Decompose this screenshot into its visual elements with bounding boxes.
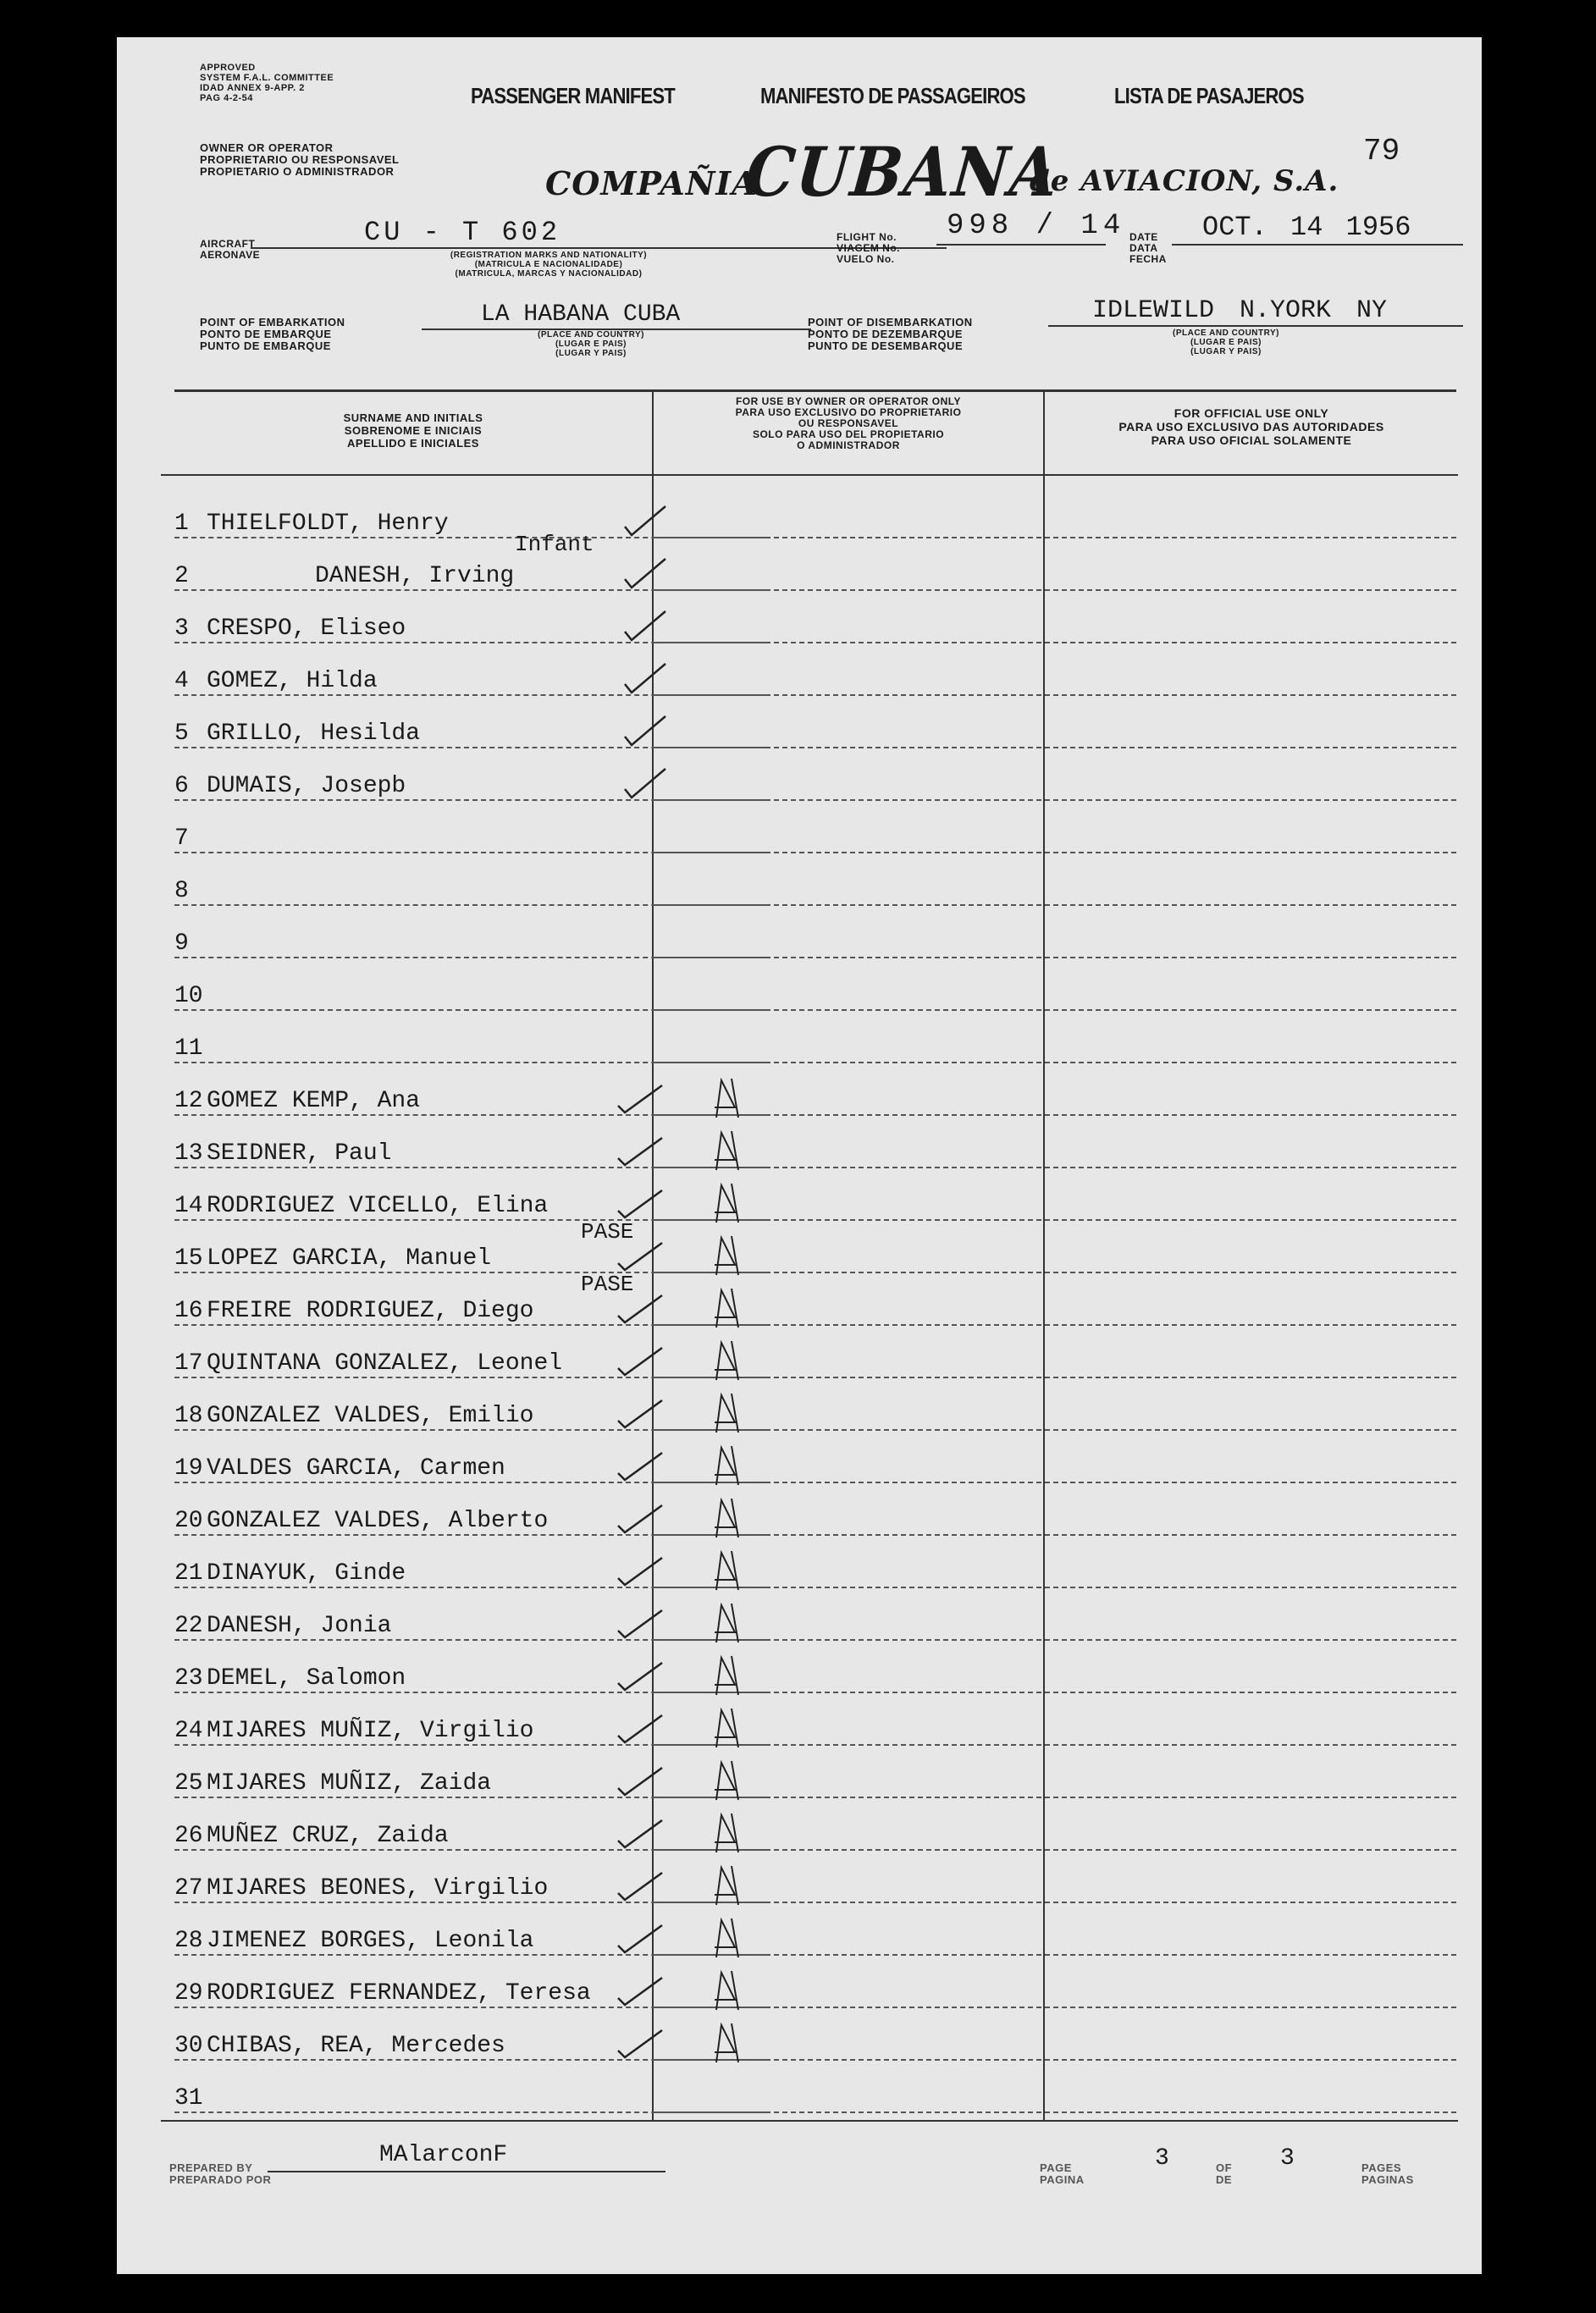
- row-rule: [655, 537, 1456, 538]
- table-row: [117, 754, 1482, 806]
- column-header-line: SOBRENOME E INICIAIS: [344, 424, 483, 437]
- check-mark-icon: [621, 713, 669, 747]
- table-row: [117, 1646, 1482, 1698]
- column-header-line: PARA USO EXCLUSIVO DO PROPRIETARIO: [735, 406, 962, 418]
- passenger-name: QUINTANA GONZALEZ, Leonel: [207, 1350, 563, 1377]
- embarkation-label: PUNTO DE EMBARQUE: [200, 339, 331, 352]
- row-number: 8: [174, 878, 189, 904]
- approval-line: IDAD ANNEX 9-APP. 2: [200, 83, 305, 93]
- row-rule: [655, 1692, 1456, 1693]
- flight-value: 998 / 14: [947, 210, 1126, 242]
- owner-label: PROPIETARIO O ADMINISTRADOR: [200, 165, 395, 178]
- row-number: 21: [174, 1560, 203, 1587]
- table-header-rule: [161, 474, 1458, 476]
- table-row: [117, 1121, 1482, 1173]
- row-rule: [655, 1429, 1456, 1431]
- table-row: [117, 1219, 1482, 1278]
- column-header-line: OU RESPONSAVEL: [798, 417, 899, 429]
- passenger-note: Infant: [515, 532, 594, 557]
- table-row: [117, 701, 1482, 754]
- of-label: DE: [1216, 2173, 1233, 2186]
- table-row: [117, 1383, 1482, 1436]
- column-header-line: O ADMINISTRADOR: [797, 439, 900, 451]
- column-header-line: SURNAME AND INITIALS: [343, 411, 483, 424]
- passenger-name: DANESH, Irving: [315, 563, 515, 589]
- aircraft-sublabel: (MATRICULA, MARCAS Y NACIONALIDAD): [455, 269, 643, 279]
- row-number: 11: [174, 1035, 203, 1062]
- table-row: [117, 1272, 1482, 1331]
- row-number: 1: [174, 511, 189, 537]
- row-rule: [655, 1009, 1456, 1011]
- row-rule: [655, 1797, 1456, 1798]
- row-rule: [655, 1324, 1456, 1326]
- row-number: 28: [174, 1928, 203, 1954]
- check-mark-icon: [616, 1080, 664, 1114]
- check-mark-icon: [616, 2025, 664, 2059]
- check-mark-icon: [616, 1605, 664, 1639]
- handwritten-mark-icon: [710, 1546, 743, 1593]
- table-row: [117, 1803, 1482, 1856]
- column-header-owner-use: [659, 396, 1038, 451]
- passenger-name: MIJARES BEONES, Virgilio: [207, 1875, 549, 1902]
- row-rule: [655, 1744, 1456, 1746]
- row-rule: [655, 1849, 1456, 1851]
- column-header-line: SOLO PARA USO DEL PROPIETARIO: [752, 428, 945, 440]
- row-number: 13: [174, 1140, 203, 1167]
- table-row: [117, 1751, 1482, 1803]
- passenger-name: LOPEZ GARCIA, Manuel: [207, 1245, 492, 1272]
- owner-label: PROPRIETARIO OU RESPONSAVEL: [200, 153, 400, 166]
- table-bottom-rule: [161, 2120, 1458, 2122]
- table-row: [117, 491, 1482, 544]
- check-mark-icon: [616, 1343, 664, 1377]
- check-mark-icon: [616, 1815, 664, 1849]
- disembarkation-labels: [808, 317, 973, 352]
- aircraft-labels: [200, 239, 260, 261]
- passenger-note: PASE: [581, 1272, 634, 1297]
- date-labels: [1129, 232, 1167, 265]
- column-header-line: APELLIDO E INICIALES: [347, 437, 479, 450]
- table-row: [117, 1488, 1482, 1541]
- table-row: [117, 1436, 1482, 1488]
- embarkation-sublabel: (LUGAR Y PAIS): [555, 349, 627, 358]
- of-labels: [1216, 2162, 1232, 2186]
- handwritten-mark-icon: [710, 1336, 743, 1383]
- page-labels: [1040, 2162, 1085, 2186]
- row-rule: [655, 904, 1456, 906]
- row-number: 19: [174, 1455, 203, 1482]
- passenger-name: CHIBAS, REA, Mercedes: [207, 2033, 505, 2059]
- row-rule: [655, 1534, 1456, 1536]
- approval-line: SYSTEM F.A.L. COMMITTEE: [200, 73, 334, 83]
- disembarkation-sublabels: [1124, 328, 1328, 356]
- of-label: OF: [1216, 2161, 1233, 2174]
- row-rule: [655, 799, 1456, 801]
- brand-aviacion: de AVIACION, S.A.: [1030, 164, 1339, 198]
- table-row: [117, 1331, 1482, 1383]
- row-rule: [655, 589, 1456, 591]
- row-number: 6: [174, 773, 189, 799]
- table-row: [117, 1173, 1482, 1226]
- table-row: [117, 806, 1482, 858]
- handwritten-mark-icon: [710, 1283, 743, 1331]
- check-mark-icon: [616, 1920, 664, 1954]
- check-mark-icon: [616, 1868, 664, 1902]
- handwritten-mark-icon: [710, 1808, 743, 1856]
- table-row: [117, 596, 1482, 649]
- owner-label: OWNER OR OPERATOR: [200, 141, 334, 154]
- disembarkation-label: PUNTO DE DESEMBARQUE: [808, 339, 964, 352]
- column-header-line: PARA USO EXCLUSIVO DAS AUTORIDADES: [1118, 420, 1384, 433]
- approval-block: [200, 63, 334, 103]
- disembarkation-sublabel: (LUGAR Y PAIS): [1190, 347, 1262, 356]
- passenger-name: MIJARES MUÑIZ, Virgilio: [207, 1718, 534, 1744]
- handwritten-mark-icon: [710, 1756, 743, 1803]
- pages-label: PAGES: [1361, 2161, 1402, 2174]
- column-header-line: FOR USE BY OWNER OR OPERATOR ONLY: [735, 395, 962, 407]
- embarkation-label: POINT OF EMBARKATION: [200, 316, 345, 328]
- row-number: 24: [174, 1718, 203, 1744]
- table-row: [117, 911, 1482, 963]
- passenger-name: SEIDNER, Paul: [207, 1140, 392, 1167]
- embarkation-value: LA HABANA CUBA: [481, 301, 681, 328]
- passenger-name: VALDES GARCIA, Carmen: [207, 1455, 505, 1482]
- date-value: OCT. 14 1956: [1202, 212, 1411, 243]
- flight-label: VIAGEM No.: [837, 242, 901, 254]
- column-header-line: PARA USO OFICIAL SOLAMENTE: [1151, 433, 1352, 447]
- row-rule: [655, 1954, 1456, 1956]
- date-label: FECHA: [1129, 253, 1167, 265]
- passenger-name: DANESH, Jonia: [207, 1613, 392, 1639]
- handwritten-mark-icon: [710, 1441, 743, 1488]
- handwritten-mark-icon: [710, 1179, 743, 1226]
- handwritten-mark-icon: [710, 1388, 743, 1436]
- table-row: [117, 1698, 1482, 1751]
- prepared-label: PREPARED BY: [169, 2161, 253, 2174]
- row-number: 17: [174, 1350, 203, 1377]
- table-row: [117, 2066, 1482, 2118]
- approval-line: PAG 4-2-54: [200, 93, 253, 103]
- row-rule: [655, 1377, 1456, 1378]
- aircraft-sublabels: [405, 251, 693, 279]
- handwritten-mark-icon: [710, 1598, 743, 1646]
- handwritten-mark-icon: [710, 1126, 743, 1173]
- embarkation-sublabel: (PLACE AND COUNTRY): [538, 330, 644, 339]
- row-rule: [655, 642, 1456, 643]
- row-number: 29: [174, 1980, 203, 2007]
- passenger-name: RODRIGUEZ FERNANDEZ, Teresa: [207, 1980, 591, 2007]
- handwritten-mark-icon: [710, 1861, 743, 1908]
- date-label: DATE: [1129, 231, 1158, 243]
- disembarkation-label: PONTO DE DEZEMBARQUE: [808, 328, 964, 340]
- row-rule: [655, 957, 1456, 958]
- embarkation-labels: [200, 317, 345, 352]
- column-header-official-use: [1048, 406, 1455, 447]
- flight-label: VUELO No.: [837, 253, 895, 265]
- row-number: 22: [174, 1613, 203, 1639]
- page-label: PAGE: [1040, 2161, 1072, 2174]
- check-mark-icon: [616, 1763, 664, 1797]
- table-top-rule: [174, 389, 1456, 392]
- owner-labels: [200, 142, 400, 178]
- embarkation-label: PONTO DE EMBARQUE: [200, 328, 332, 340]
- passenger-name: GONZALEZ VALDES, Alberto: [207, 1508, 549, 1534]
- handwritten-mark-icon: [710, 1651, 743, 1698]
- row-number: 2: [174, 563, 189, 589]
- row-number: 14: [174, 1193, 203, 1219]
- row-rule: [655, 1167, 1456, 1168]
- row-rule: [655, 2007, 1456, 2008]
- row-rule: [655, 1114, 1456, 1116]
- row-number: 26: [174, 1823, 203, 1849]
- prepared-label: PREPARADO POR: [169, 2173, 272, 2186]
- row-number: 27: [174, 1875, 203, 1902]
- row-number: 23: [174, 1665, 203, 1692]
- passenger-name: DUMAIS, Josepb: [207, 773, 406, 799]
- check-mark-icon: [616, 1185, 664, 1219]
- handwritten-mark-icon: [710, 2018, 743, 2066]
- aircraft-value: CU - T 602: [364, 217, 561, 248]
- handwritten-mark-icon: [710, 1703, 743, 1751]
- passenger-name: GOMEZ, Hilda: [207, 668, 378, 694]
- check-mark-icon: [621, 555, 669, 589]
- check-mark-icon: [616, 1395, 664, 1429]
- table-row: [117, 858, 1482, 911]
- title-english: PASSENGER MANIFEST: [471, 83, 675, 108]
- check-mark-icon: [616, 1710, 664, 1744]
- table-row: [117, 532, 1482, 596]
- row-rule: [655, 1219, 1456, 1221]
- row-number: 16: [174, 1298, 203, 1324]
- column-header-line: FOR OFFICIAL USE ONLY: [1174, 406, 1329, 420]
- disembarkation-label: POINT OF DISEMBARKATION: [808, 316, 973, 328]
- brand-compania: COMPAÑIA: [545, 164, 758, 202]
- aircraft-label: AIRCRAFT: [200, 238, 256, 250]
- embarkation-sublabels: [498, 330, 684, 358]
- row-rule: [655, 1587, 1456, 1588]
- table-row: [117, 2013, 1482, 2066]
- handwritten-mark-icon: [710, 1493, 743, 1541]
- disembarkation-value: IDLEWILD N.YORK NY: [1092, 296, 1388, 325]
- check-mark-icon: [616, 1133, 664, 1167]
- passenger-name: THIELFOLDT, Henry: [207, 511, 449, 537]
- row-rule: [655, 1902, 1456, 1903]
- row-rule: [655, 852, 1456, 853]
- row-number: 12: [174, 1088, 203, 1114]
- passenger-name: GRILLO, Hesilda: [207, 720, 421, 747]
- table-row: [117, 1068, 1482, 1121]
- title-portuguese: MANIFESTO DE PASSAGEIROS: [760, 83, 1025, 108]
- row-number: 31: [174, 2085, 203, 2112]
- row-rule: [655, 2112, 1456, 2113]
- passenger-name: JIMENEZ BORGES, Leonila: [207, 1928, 534, 1954]
- passenger-name: RODRIGUEZ VICELLO, Elina: [207, 1193, 549, 1219]
- row-rule: [655, 694, 1456, 696]
- handwritten-mark-icon: [710, 1913, 743, 1961]
- date-label: DATA: [1129, 242, 1158, 254]
- table-row: [117, 1593, 1482, 1646]
- passenger-list: [117, 491, 1482, 2117]
- table-row: [117, 963, 1482, 1016]
- row-number: 15: [174, 1245, 203, 1272]
- row-number: 10: [174, 983, 203, 1009]
- aircraft-sublabel: (MATRICULA E NACIONALIDADE): [474, 260, 623, 269]
- row-rule: [655, 1062, 1456, 1063]
- page-number-top: 79: [1363, 134, 1400, 168]
- row-number: 25: [174, 1770, 203, 1797]
- passenger-note: PASE: [581, 1219, 634, 1245]
- disembarkation-sublabel: (LUGAR E PAIS): [1190, 338, 1262, 347]
- brand-cubana: CUBANA: [743, 132, 1063, 212]
- handwritten-mark-icon: [710, 1231, 743, 1278]
- check-mark-icon: [621, 660, 669, 694]
- manifest-sheet: [117, 37, 1482, 2274]
- passenger-name: GOMEZ KEMP, Ana: [207, 1088, 421, 1114]
- embarkation-sublabel: (LUGAR E PAIS): [555, 339, 627, 349]
- table-row: [117, 1961, 1482, 2013]
- title-spanish: LISTA DE PASAJEROS: [1114, 83, 1304, 108]
- row-number: 9: [174, 930, 189, 957]
- check-mark-icon: [616, 1290, 664, 1324]
- check-mark-icon: [621, 765, 669, 799]
- approval-line: APPROVED: [200, 63, 256, 73]
- flight-labels: [837, 232, 900, 265]
- passenger-name: FREIRE RODRIGUEZ, Diego: [207, 1298, 534, 1324]
- prepared-labels: [169, 2162, 271, 2186]
- table-row: [117, 1016, 1482, 1068]
- row-number: 18: [174, 1403, 203, 1429]
- passenger-name: DINAYUK, Ginde: [207, 1560, 406, 1587]
- check-mark-icon: [616, 1500, 664, 1534]
- row-rule: [655, 2059, 1456, 2061]
- table-row: [117, 1908, 1482, 1961]
- row-number: 3: [174, 616, 189, 642]
- column-header-names: [185, 411, 642, 450]
- page-label: PAGINA: [1040, 2173, 1085, 2186]
- check-mark-icon: [616, 1973, 664, 2007]
- row-rule: [655, 1272, 1456, 1273]
- check-mark-icon: [616, 1238, 664, 1272]
- page-value: 3: [1155, 2145, 1169, 2172]
- row-number: 30: [174, 2033, 203, 2059]
- row-rule: [655, 1482, 1456, 1483]
- row-number: 5: [174, 720, 189, 747]
- passenger-name: GONZALEZ VALDES, Emilio: [207, 1403, 534, 1429]
- passenger-name: CRESPO, Eliseo: [207, 616, 406, 642]
- table-row: [117, 1541, 1482, 1593]
- table-row: [117, 1856, 1482, 1908]
- prepared-by-value: MAlarconF: [379, 2142, 508, 2168]
- row-rule: [655, 1639, 1456, 1641]
- passenger-name: MIJARES MUÑIZ, Zaida: [207, 1770, 492, 1797]
- passenger-name: DEMEL, Salomon: [207, 1665, 406, 1692]
- flight-label: FLIGHT No.: [837, 231, 897, 243]
- disembarkation-sublabel: (PLACE AND COUNTRY): [1173, 328, 1279, 338]
- check-mark-icon: [621, 503, 669, 537]
- row-number: 20: [174, 1508, 203, 1534]
- aircraft-label: AERONAVE: [200, 249, 261, 261]
- pages-labels: [1361, 2162, 1414, 2186]
- check-mark-icon: [616, 1553, 664, 1587]
- row-number: 7: [174, 825, 189, 852]
- handwritten-mark-icon: [710, 1966, 743, 2013]
- of-value: 3: [1280, 2145, 1295, 2172]
- check-mark-icon: [616, 1658, 664, 1692]
- check-mark-icon: [621, 608, 669, 642]
- aircraft-sublabel: (REGISTRATION MARKS AND NATIONALITY): [450, 251, 648, 260]
- table-row: [117, 649, 1482, 701]
- passenger-name: MUÑEZ CRUZ, Zaida: [207, 1823, 449, 1849]
- check-mark-icon: [616, 1448, 664, 1482]
- pages-label: PAGINAS: [1361, 2173, 1414, 2186]
- row-number: 4: [174, 668, 189, 694]
- handwritten-mark-icon: [710, 1074, 743, 1121]
- row-rule: [655, 747, 1456, 748]
